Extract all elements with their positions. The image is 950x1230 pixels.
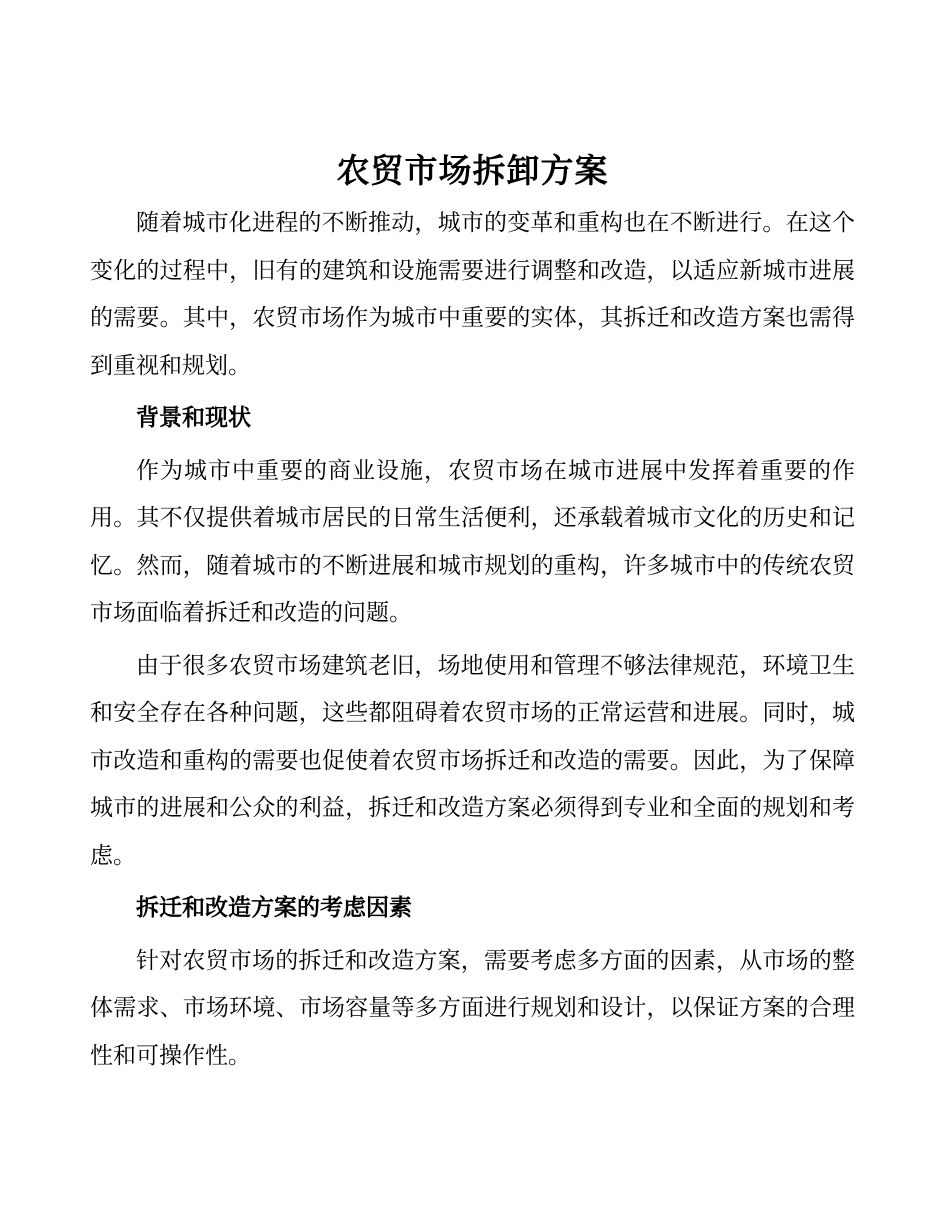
paragraph-intro: 随着城市化进程的不断推动，城市的变革和重构也在不断进行。在这个变化的过程中，旧有的建筑和设施需要进行调整和改造，以适应新城市进展的需要。其中，农贸市场作为城市中重要的实体，其拆迁和改造方案也需得到重视和规划。 [90, 209, 855, 378]
paragraph-background-1: 作为城市中重要的商业设施，农贸市场在城市进展中发挥着重要的作用。其不仅提供着城市居民的日常生活便利，还承载着城市文化的历史和记忆。然而，随着城市的不断进展和城市规划的重构，许多城市中的传统农贸市场面临着拆迁和改造的问题。 [90, 456, 855, 625]
paragraph-factors: 针对农贸市场的拆迁和改造方案，需要考虑多方面的因素，从市场的整体需求、市场环境、市场容量等多方面进行规划和设计，以保证方案的合理性和可操作性。 [90, 946, 855, 1068]
document-title: 农贸市场拆卸方案 [336, 152, 609, 189]
section-heading-background: 背景和现状 [136, 404, 251, 430]
paragraph-background-2: 由于很多农贸市场建筑老旧，场地使用和管理不够法律规范，环境卫生和安全存在各种问题，这些都阻碍着农贸市场的正常运营和进展。同时，城市改造和重构的需要也促使着农贸市场拆迁和改造的需要。因此，为了保障城市的进展和公众的利益，拆迁和改造方案必须得到专业和全面的规划和考虑。 [90, 651, 855, 868]
section-heading-factors: 拆迁和改造方案的考虑因素 [136, 894, 412, 920]
